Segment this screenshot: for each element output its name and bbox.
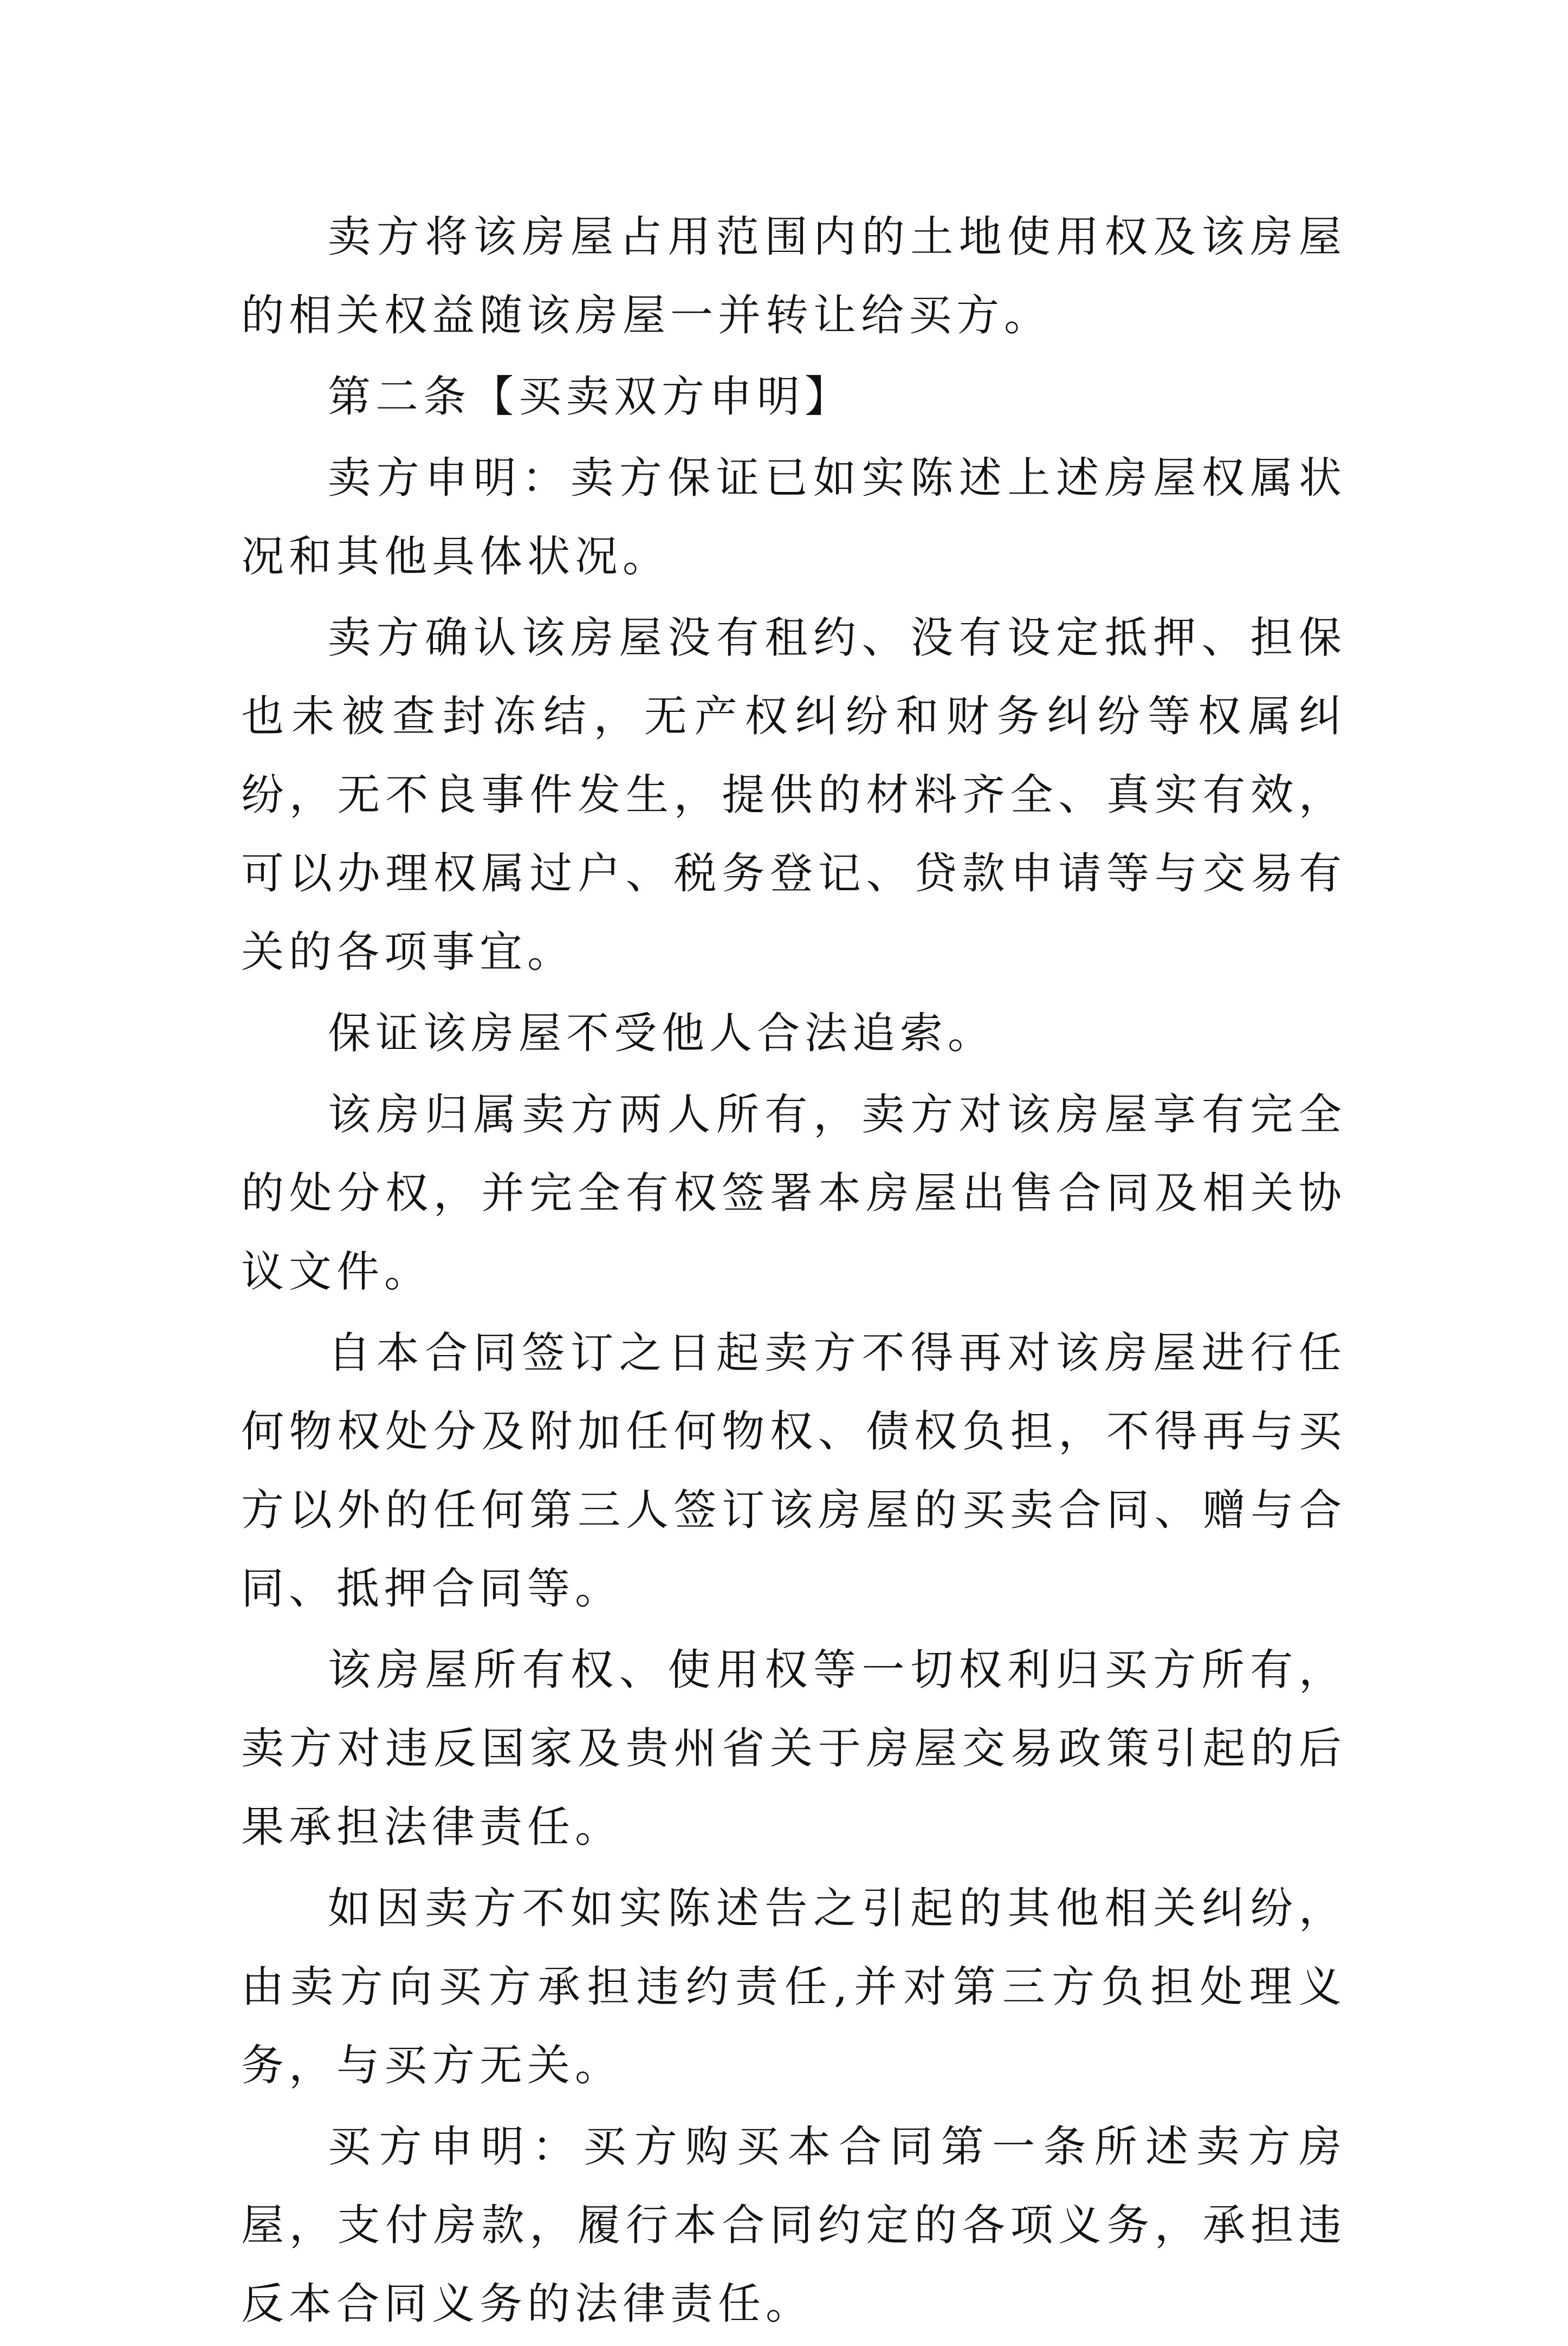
paragraph-seller-declaration: 卖方申明：卖方保证已如实陈述上述房屋权属状况和其他具体状况。 <box>241 453 1346 581</box>
paragraph-disputes-liability: 如因卖方不如实陈述告之引起的其他相关纠纷，由卖方向买方承担违约责任,并对第三方负担处理义务，与买方无关。 <box>241 1883 1346 2090</box>
paragraph-buyer-declaration: 买方申明：买方购买本合同第一条所述卖方房屋，支付房款，履行本合同约定的各项义务，承担违反本合同义务的法律责任。 <box>241 2122 1346 2329</box>
paragraph-land-use-transfer: 卖方将该房屋占用范围内的土地使用权及该房屋的相关权益随该房屋一并转让给买方。 <box>241 212 1346 340</box>
paragraph-ownership: 该房归属卖方两人所有，卖方对该房屋享有完全的处分权，并完全有权签署本房屋出售合同及相关协议文件。 <box>241 1090 1346 1297</box>
paragraph-no-further-disposal: 自本合同签订之日起卖方不得再对该房屋进行任何物权处分及附加任何物权、债权负担，不得再与买方以外的任何第三人签订该房屋的买卖合同、赠与合同、抵押合同等。 <box>241 1328 1346 1613</box>
article-two-heading: 第二条【买卖双方申明】 <box>328 372 852 422</box>
contract-body <box>241 198 1346 2346</box>
paragraph-rights-transfer: 该房屋所有权、使用权等一切权利归买方所有，卖方对违反国家及贵州省关于房屋交易政策引起的后果承担法律责任。 <box>241 1645 1346 1852</box>
paragraph-seller-confirmation: 卖方确认该房屋没有租约、没有设定抵押、担保也未被查封冻结，无产权纠纷和财务纠纷等权属纠纷，无不良事件发生，提供的材料齐全、真实有效，可以办理权属过户、税务登记、贷款申请等与交易有关的各项事宜。 <box>241 613 1346 977</box>
paragraph-no-recourse: 保证该房屋不受他人合法追索。 <box>328 1008 995 1058</box>
